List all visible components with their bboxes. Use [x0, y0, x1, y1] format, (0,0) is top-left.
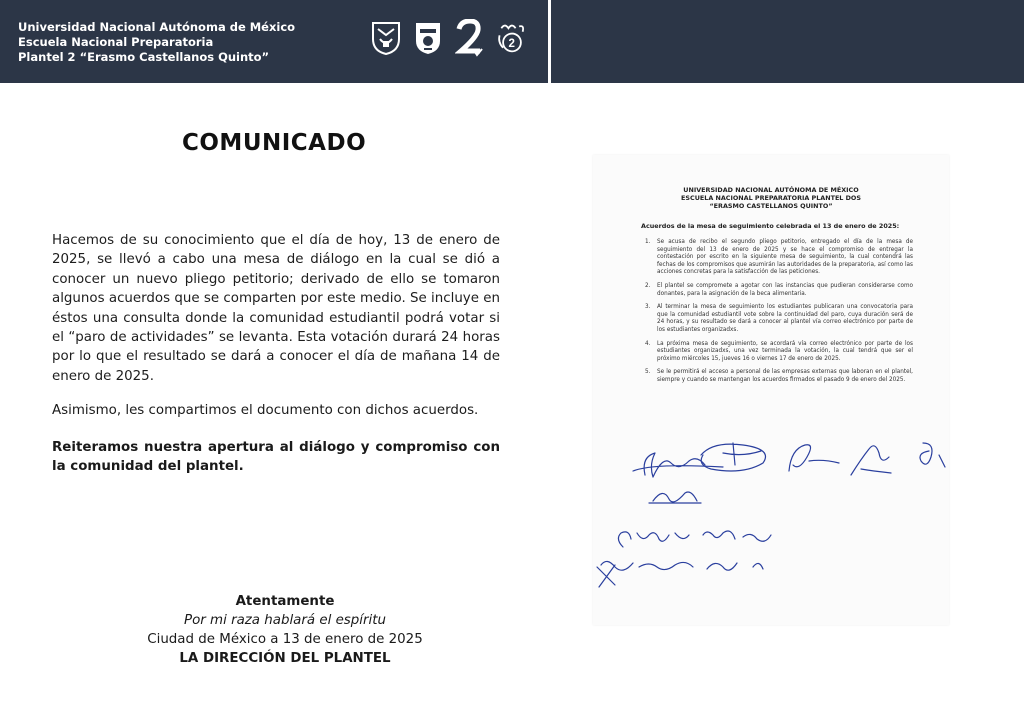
enp-shield-icon: [412, 18, 444, 58]
paragraph-1: Hacemos de su conocimiento que el día de hoy, 13 de enero de 2025, se llevó a cabo una mesa de diálogo en la cual se dió a conocer un nuevo pliego petitorio; derivado de ello se tomaron algunos acuerdos que se comparten por este medio. Se incluye en éstos una consulta donde la comunidad estudiantil podrá votar si el “paro de actividades” se levanta. Esta votación durará 24 horas por lo que el resultado se dará a conocer el día de mañana 14 de enero de 2025.: [52, 233, 500, 384]
paragraph-3: Reiteramos nuestra apertura al diálogo y compromiso con la comunidad del plantel.: [52, 440, 500, 475]
institution-name: [18, 20, 295, 65]
list-item-text: El plantel se compromete a agotar con las instancias que pudieran considerarse como donantes, para la asignación de la beca alimentaria.: [657, 282, 913, 297]
unam-shield-icon: [370, 18, 402, 58]
institution-line-1: Universidad Nacional Autónoma de México: [18, 20, 296, 34]
scan-heading: [633, 186, 909, 210]
ecq-logo-icon: [496, 18, 528, 58]
page-title: COMUNICADO: [182, 130, 367, 156]
signature-3: [789, 445, 839, 471]
list-item-text: Al terminar la mesa de seguimiento los estudiantes publicaran una convocatoria para que la comunidad estudiantil vote sobre la continuidad del paro, cuya duración será de 24 horas, y su resultado se dará a conocer al plantel vía correo electrónico por parte de los estudiantes organizadxs.: [657, 304, 913, 333]
handwritten-signatures: [593, 435, 949, 625]
signature-6: [649, 492, 701, 503]
institution-line-3: Plantel 2 “Erasmo Castellanos Quinto”: [18, 50, 270, 64]
list-item-text: La próxima mesa de seguimiento, se acordará vía correo electrónico por parte de los estudiantes organizadxs, una vez terminada la votación, la cual tendrá que ser el próximo miércoles 15, jueves 16 o viernes 17 de enero de 2025.: [657, 340, 913, 362]
list-item: [645, 341, 913, 364]
list-item-number: 1.: [645, 239, 651, 245]
closing-block: [120, 592, 450, 668]
list-item: [645, 304, 913, 334]
salutation: Atentamente: [235, 594, 335, 609]
place-date: Ciudad de México a 13 de enero de 2025: [147, 632, 423, 647]
logo-group: [370, 18, 528, 58]
paragraph-2: Asimismo, les compartimos el documento con dichos acuerdos.: [52, 403, 479, 418]
institution-line-2: Escuela Nacional Preparatoria: [18, 35, 214, 49]
signature-line: LA DIRECCIÓN DEL PLANTEL: [179, 651, 391, 666]
scan-subtitle: Acuerdos de la mesa de seguimiento celebrada el 13 de enero de 2025:: [641, 222, 900, 230]
list-item-number: 5.: [645, 369, 651, 376]
list-item-text: Se acusa de recibo el segundo pliego petitorio, entregado el día de la mesa de seguimiento del 13 de enero de 2025 y se hace el compromiso de entregar la contestación por escrito en la siguiente mesa de seguimiento, la cual contendrá las fechas de los compromisos que asumirán las autoridades de la preparatoria, así como las acciones concretas para la satisfacción de las peticiones.: [657, 239, 913, 276]
list-item: [645, 283, 913, 298]
motto: Por mi raza hablará el espíritu: [184, 613, 386, 628]
signature-5: [920, 443, 945, 467]
header-bar: [0, 0, 1024, 83]
plantel-2-logo-icon: [454, 18, 486, 58]
list-item-number: 2.: [645, 282, 651, 289]
signature-4: [851, 446, 891, 475]
svg-text:2: 2: [508, 37, 515, 50]
handwritten-note: [601, 531, 771, 570]
scan-heading-line-1: UNIVERSIDAD NACIONAL AUTÓNOMA DE MÉXICO: [683, 186, 859, 194]
header-right-panel: [551, 0, 1024, 83]
list-item: [645, 369, 913, 384]
list-item-number: 4.: [645, 340, 651, 347]
list-item-number: 3.: [645, 304, 651, 311]
agreement-list: [645, 239, 913, 391]
signature-1: [633, 453, 723, 477]
scanned-agreement-document: [593, 155, 949, 625]
list-item-text: Se le permitirá el acceso a personal de las empresas externas que laboran en el plantel, siempre y cuando se mantengan los acuerdos firmados el pasado 9 de enero del 2025.: [657, 369, 913, 383]
scan-heading-line-3: “ERASMO CASTELLANOS QUINTO”: [709, 202, 833, 210]
header-left-panel: [0, 0, 548, 83]
list-item: [645, 239, 913, 277]
scan-heading-line-2: ESCUELA NACIONAL PREPARATORIA PLANTEL DOS: [681, 194, 861, 202]
